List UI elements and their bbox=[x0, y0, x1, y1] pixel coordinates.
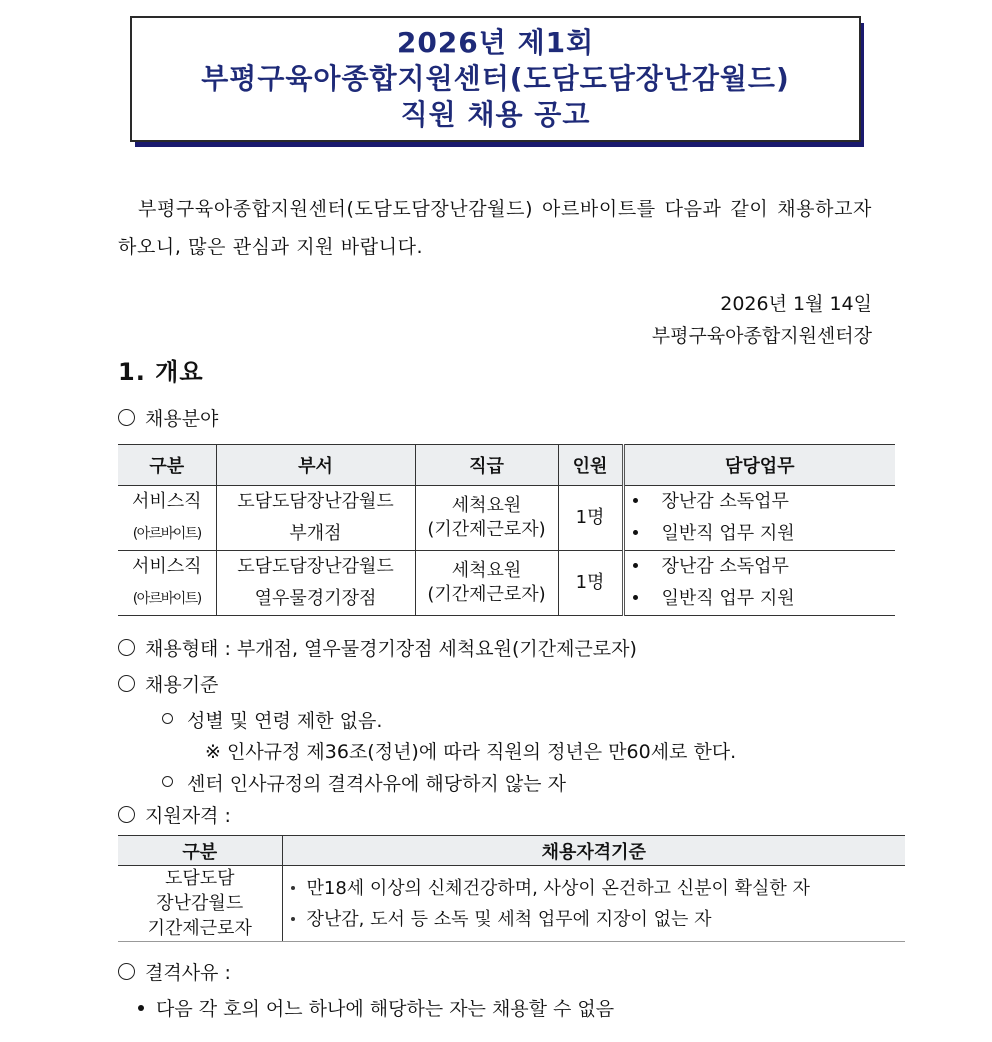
duty-text: 일반직 업무 지원 bbox=[661, 523, 795, 544]
qualification-heading bbox=[118, 801, 231, 828]
qualification-label: 지원자격 : bbox=[145, 805, 231, 827]
bullet-icon bbox=[138, 1005, 144, 1011]
category-cell: 서비스직 bbox=[118, 551, 216, 584]
header-duty: 담당업무 bbox=[623, 445, 895, 486]
disqualification-heading bbox=[118, 958, 231, 985]
category-cell: 서비스직 bbox=[118, 486, 216, 519]
table-header-row bbox=[118, 445, 895, 486]
disqualification-item bbox=[138, 994, 614, 1021]
disqualification-text: 다음 각 호의 어느 하나에 해당하는 자는 채용할 수 없음 bbox=[156, 998, 615, 1020]
table-row bbox=[118, 551, 895, 584]
employment-type-line bbox=[118, 634, 637, 661]
qualification-table bbox=[118, 835, 905, 942]
category-line: 기간제근로자 bbox=[147, 918, 252, 939]
category-sub-cell: (아르바이트) bbox=[132, 526, 201, 542]
category-line: 장난감월드 bbox=[156, 893, 244, 914]
bullet-icon bbox=[633, 498, 638, 503]
issuer: 부평구육아종합지원센터장 bbox=[651, 325, 872, 347]
title-box bbox=[130, 16, 861, 142]
disqualification-label: 결격사유 : bbox=[145, 962, 231, 984]
title-line-1: 2026년 제1회 bbox=[396, 26, 595, 59]
duty-cell bbox=[623, 583, 895, 616]
rank-cell bbox=[415, 551, 558, 616]
count-cell: 1명 bbox=[558, 486, 623, 551]
qualification-category-cell bbox=[118, 866, 282, 942]
rank-cell bbox=[415, 486, 558, 551]
criteria-line bbox=[291, 873, 906, 904]
small-circle-icon bbox=[162, 776, 173, 787]
criteria-heading bbox=[118, 670, 218, 697]
duty-cell bbox=[623, 551, 895, 584]
title-line-3: 직원 채용 공고 bbox=[400, 98, 591, 131]
announcement-date: 2026년 1월 14일 bbox=[720, 293, 872, 315]
criteria-label: 채용기준 bbox=[145, 674, 219, 696]
criteria-text: 장난감, 도서 등 소독 및 세척 업무에 지장이 없는 자 bbox=[306, 908, 712, 930]
table-row bbox=[118, 866, 905, 942]
bullet-icon bbox=[633, 530, 638, 535]
count-cell: 1명 bbox=[558, 551, 623, 616]
small-circle-icon bbox=[162, 713, 173, 724]
retirement-note: ※ 인사규정 제36조(정년)에 따라 직원의 정년은 만60세로 한다. bbox=[205, 741, 737, 763]
title-line-2: 부평구육아종합지원센터(도담도담장난감월드) bbox=[201, 62, 790, 95]
recruit-field-table bbox=[118, 444, 895, 616]
header-category: 구분 bbox=[118, 445, 216, 486]
department-cell: 도담도담장난감월드 bbox=[216, 551, 415, 584]
rank-title: 세척요원 bbox=[451, 495, 522, 516]
criteria-line bbox=[291, 904, 906, 935]
table-row bbox=[118, 486, 895, 519]
criteria-item-2-text: 센터 인사규정의 결격사유에 해당하지 않는 자 bbox=[187, 773, 566, 795]
dot-icon bbox=[291, 917, 295, 921]
rank-type: (기간제근로자) bbox=[427, 519, 546, 540]
dot-icon bbox=[291, 886, 295, 890]
header-rank: 직급 bbox=[415, 445, 558, 486]
employment-type-text: 채용형태 : 부개점, 열우물경기장점 세척요원(기간제근로자) bbox=[145, 638, 637, 660]
duty-text: 장난감 소독업무 bbox=[661, 556, 789, 577]
header-criteria: 채용자격기준 bbox=[282, 836, 905, 866]
rank-title: 세척요원 bbox=[451, 560, 522, 581]
circle-bullet-icon bbox=[118, 639, 135, 656]
circle-bullet-icon bbox=[118, 409, 135, 426]
table-header-row bbox=[118, 836, 905, 866]
duty-cell bbox=[623, 486, 895, 519]
category-line: 도담도담 bbox=[164, 868, 235, 889]
header-department: 부서 bbox=[216, 445, 415, 486]
criteria-item-2 bbox=[162, 769, 566, 796]
department-cell: 도담도담장난감월드 bbox=[216, 486, 415, 519]
qualification-criteria-cell bbox=[282, 866, 905, 942]
criteria-item-1 bbox=[162, 706, 382, 733]
criteria-item-1-text: 성별 및 연령 제한 없음. bbox=[187, 710, 383, 732]
header-category: 구분 bbox=[118, 836, 282, 866]
section-title-overview: 1. 개요 bbox=[118, 358, 204, 386]
header-count: 인원 bbox=[558, 445, 623, 486]
circle-bullet-icon bbox=[118, 675, 135, 692]
criteria-text: 만18세 이상의 신체건강하며, 사상이 온건하고 신분이 확실한 자 bbox=[306, 877, 810, 899]
department-branch-cell: 부개점 bbox=[216, 518, 415, 551]
duty-text: 일반직 업무 지원 bbox=[661, 588, 795, 609]
title-frame bbox=[130, 16, 861, 142]
duty-text: 장난감 소독업무 bbox=[661, 491, 789, 512]
bullet-icon bbox=[633, 563, 638, 568]
duty-cell bbox=[623, 518, 895, 551]
recruit-field-heading bbox=[118, 404, 218, 431]
circle-bullet-icon bbox=[118, 806, 135, 823]
rank-type: (기간제근로자) bbox=[427, 584, 546, 605]
bullet-icon bbox=[633, 595, 638, 600]
department-branch-cell: 열우물경기장점 bbox=[216, 583, 415, 616]
circle-bullet-icon bbox=[118, 963, 135, 980]
category-sub-cell: (아르바이트) bbox=[118, 583, 216, 616]
intro-paragraph: 부평구육아종합지원센터(도담도담장난감월드) 아르바이트를 다음과 같이 채용하고자 하오니, 많은 관심과 지원 바랍니다. bbox=[118, 198, 872, 258]
recruit-field-label: 채용분야 bbox=[145, 408, 219, 430]
